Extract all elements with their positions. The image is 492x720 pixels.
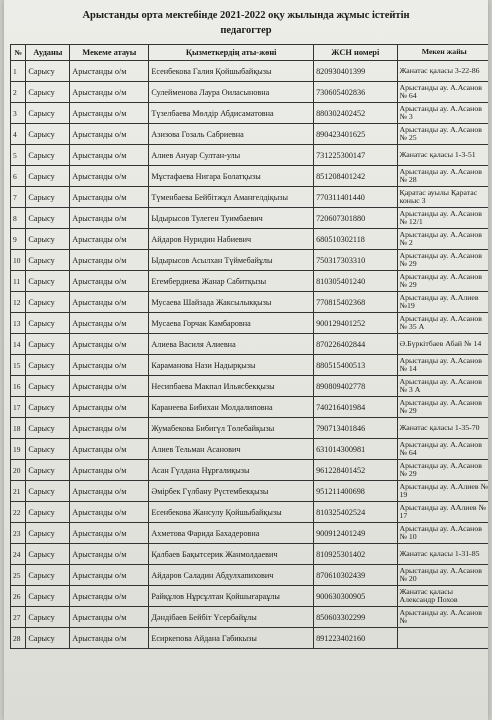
cell-district: Сарысу (26, 271, 70, 292)
table-row (11, 586, 489, 607)
table-row (11, 208, 489, 229)
cell-organization: Арыстанды о/м (70, 250, 149, 271)
table-row (11, 229, 489, 250)
cell-address: Арыстанды ау. А.Асанов № 64 (397, 82, 488, 103)
cell-number: 2 (11, 82, 26, 103)
cell-number: 5 (11, 145, 26, 166)
table-row (11, 628, 489, 649)
cell-district: Сарысу (26, 439, 70, 460)
cell-address: Арыстанды ау. А.Асанов № 3 (397, 103, 488, 124)
table-row (11, 607, 489, 628)
cell-iin: 870610302439 (314, 565, 397, 586)
cell-iin: 820930401399 (314, 61, 397, 82)
cell-employee-name: Мусаева Шайзада Жаксылыкқызы (149, 292, 314, 313)
table-row (11, 502, 489, 523)
cell-address: Арыстанды ау. А.Асанов № (397, 607, 488, 628)
cell-employee-name: Караманова Нази Надырқызы (149, 355, 314, 376)
document-page (4, 0, 488, 720)
title-line-1: Арыстанды орта мектебінде 2021-2022 оқу жылында жұмыс істейтін (82, 10, 410, 21)
cell-address (397, 628, 488, 649)
cell-district: Сарысу (26, 523, 70, 544)
cell-district: Сарысу (26, 565, 70, 586)
table-row (11, 397, 489, 418)
cell-iin: 900912401249 (314, 523, 397, 544)
cell-employee-name: Сулейменова Лаура Оиласыновна (149, 82, 314, 103)
cell-organization: Арыстанды о/м (70, 61, 149, 82)
cell-district: Сарысу (26, 208, 70, 229)
cell-organization: Арыстанды о/м (70, 82, 149, 103)
cell-district: Сарысу (26, 481, 70, 502)
cell-iin: 951211400698 (314, 481, 397, 502)
cell-organization: Арыстанды о/м (70, 439, 149, 460)
cell-district: Сарысу (26, 103, 70, 124)
cell-district: Сарысу (26, 355, 70, 376)
cell-employee-name: Мұстафаева Нигара Болатқызы (149, 166, 314, 187)
cell-iin: 770815402368 (314, 292, 397, 313)
cell-number: 18 (11, 418, 26, 439)
cell-district: Сарысу (26, 124, 70, 145)
cell-district: Сарысу (26, 313, 70, 334)
cell-organization: Арыстанды о/м (70, 313, 149, 334)
cell-iin: 891223402160 (314, 628, 397, 649)
cell-address: Арыстанды ау. А.Асанов № 35 А (397, 313, 488, 334)
cell-district: Сарысу (26, 250, 70, 271)
cell-address: Арыстанды ау. А.Асанов № 10 (397, 523, 488, 544)
cell-employee-name: Мусаева Горчак Камбаровна (149, 313, 314, 334)
cell-district: Сарысу (26, 586, 70, 607)
cell-employee-name: Әмірбек Гүлбану Рүстембекқызы (149, 481, 314, 502)
cell-employee-name: Есенбекова Галия Қойшыбайқызы (149, 61, 314, 82)
cell-district: Сарысу (26, 418, 70, 439)
cell-address: Жанатас қаласы Александр Похов (397, 586, 488, 607)
cell-address: Арыстанды ау. А.Алиев № 19 (397, 481, 488, 502)
cell-iin: 810305401240 (314, 271, 397, 292)
cell-employee-name: Айдаров Саладин Абдулхапихович (149, 565, 314, 586)
cell-iin: 730605402836 (314, 82, 397, 103)
table-header-row (11, 45, 489, 61)
cell-iin: 890809402778 (314, 376, 397, 397)
cell-district: Сарысу (26, 607, 70, 628)
cell-address: Арыстанды ау. А.Асанов № 12/1 (397, 208, 488, 229)
cell-organization: Арыстанды о/м (70, 187, 149, 208)
cell-district: Сарысу (26, 229, 70, 250)
table-row (11, 460, 489, 481)
cell-employee-name: Дәндібаев Бейбіт Үсербайұлы (149, 607, 314, 628)
cell-employee-name: Ахметова Фарида Бахадеровна (149, 523, 314, 544)
cell-address: Арыстанды ау. А.Асанов № 20 (397, 565, 488, 586)
cell-district: Сарысу (26, 82, 70, 103)
cell-district: Сарысу (26, 334, 70, 355)
cell-employee-name: Егембердиева Жанар Сабитқызы (149, 271, 314, 292)
table-row (11, 565, 489, 586)
cell-number: 27 (11, 607, 26, 628)
cell-iin: 900129401252 (314, 313, 397, 334)
cell-address: Арыстанды ау. А.Асанов № 2 (397, 229, 488, 250)
cell-organization: Арыстанды о/м (70, 376, 149, 397)
cell-number: 7 (11, 187, 26, 208)
cell-iin: 631014300981 (314, 439, 397, 460)
table-row (11, 334, 489, 355)
cell-iin: 680510302118 (314, 229, 397, 250)
cell-address: Жанатас қаласы 3-22-86 (397, 61, 488, 82)
table-row (11, 250, 489, 271)
table-row (11, 355, 489, 376)
cell-organization: Арыстанды о/м (70, 292, 149, 313)
cell-organization: Арыстанды о/м (70, 103, 149, 124)
cell-organization: Арыстанды о/м (70, 460, 149, 481)
header-district: Ауданы (26, 45, 70, 61)
table-row (11, 187, 489, 208)
header-iin: ЖСН номері (314, 45, 397, 61)
cell-iin: 720607301880 (314, 208, 397, 229)
cell-number: 14 (11, 334, 26, 355)
cell-employee-name: Жумабекова Бибигүл Төлебайқызы (149, 418, 314, 439)
cell-iin: 870226402844 (314, 334, 397, 355)
cell-iin: 810925301402 (314, 544, 397, 565)
cell-iin: 750317303310 (314, 250, 397, 271)
cell-employee-name: Алиев Тельман Асанович (149, 439, 314, 460)
cell-address: Арыстанды ау. А.Асанов № 29 (397, 271, 488, 292)
cell-district: Сарысу (26, 502, 70, 523)
cell-number: 8 (11, 208, 26, 229)
cell-employee-name: Есиркепова Айдана Габикызы (149, 628, 314, 649)
cell-number: 22 (11, 502, 26, 523)
cell-number: 6 (11, 166, 26, 187)
cell-address: Арыстанды ау. А.Асанов № 3 А (397, 376, 488, 397)
cell-organization: Арыстанды о/м (70, 208, 149, 229)
cell-employee-name: Айдаров Нуридин Набиевич (149, 229, 314, 250)
cell-number: 9 (11, 229, 26, 250)
cell-iin: 790713401846 (314, 418, 397, 439)
cell-number: 19 (11, 439, 26, 460)
cell-address: Арыстанды ау. А.Асанов № 29 (397, 460, 488, 481)
cell-number: 26 (11, 586, 26, 607)
cell-iin: 770311401440 (314, 187, 397, 208)
cell-address: Арыстанды ау. А.Алиев №19 (397, 292, 488, 313)
cell-district: Сарысу (26, 166, 70, 187)
table-row (11, 166, 489, 187)
cell-employee-name: Есенбекова Жансулу Қойшыбайқызы (149, 502, 314, 523)
cell-organization: Арыстанды о/м (70, 355, 149, 376)
cell-employee-name: Алиева Василя Алиевна (149, 334, 314, 355)
cell-number: 15 (11, 355, 26, 376)
cell-organization: Арыстанды о/м (70, 523, 149, 544)
cell-organization: Арыстанды о/м (70, 124, 149, 145)
cell-employee-name: Түзелбаева Мөлдір Абдисаматовна (149, 103, 314, 124)
cell-district: Сарысу (26, 61, 70, 82)
cell-employee-name: Ыдырысов Тулеген Туимбаевич (149, 208, 314, 229)
table-row (11, 481, 489, 502)
cell-number: 1 (11, 61, 26, 82)
cell-iin: 740216401984 (314, 397, 397, 418)
cell-address: Арыстанды ау. А.Асанов № 25 (397, 124, 488, 145)
header-address: Мекен жайы (397, 45, 488, 61)
cell-organization: Арыстанды о/м (70, 607, 149, 628)
cell-number: 3 (11, 103, 26, 124)
cell-address: Арыстанды ау. А.Асанов № 29 (397, 250, 488, 271)
cell-iin: 900630300905 (314, 586, 397, 607)
cell-district: Сарысу (26, 187, 70, 208)
table-row (11, 124, 489, 145)
cell-organization: Арыстанды о/м (70, 502, 149, 523)
title-line-2: педагогтер (220, 25, 272, 36)
cell-employee-name: Азизова Гозаль Сабриевна (149, 124, 314, 145)
cell-iin: 850603302299 (314, 607, 397, 628)
cell-district: Сарысу (26, 544, 70, 565)
cell-employee-name: Қалбаев Бақытсерик Жанмолдаевич (149, 544, 314, 565)
cell-address: Арыстанды ау. А.Асанов № 14 (397, 355, 488, 376)
cell-iin: 880302402452 (314, 103, 397, 124)
cell-organization: Арыстанды о/м (70, 544, 149, 565)
cell-employee-name: Райқұлов Нұрсұлтан Қойшығараұлы (149, 586, 314, 607)
cell-address: Арыстанды ау. ААлиев № 17 (397, 502, 488, 523)
cell-address: Арыстанды ау. А.Асанов № 29 (397, 397, 488, 418)
cell-iin: 880515400513 (314, 355, 397, 376)
cell-number: 13 (11, 313, 26, 334)
cell-number: 23 (11, 523, 26, 544)
cell-number: 24 (11, 544, 26, 565)
cell-number: 12 (11, 292, 26, 313)
header-number: № (11, 45, 26, 61)
table-row (11, 271, 489, 292)
cell-number: 11 (11, 271, 26, 292)
cell-employee-name: Ыдырысов Асылхан Түймебайұлы (149, 250, 314, 271)
table-row (11, 145, 489, 166)
cell-iin: 890423401625 (314, 124, 397, 145)
cell-employee-name: Алиев Ануар Султан-улы (149, 145, 314, 166)
cell-employee-name: Каранеева Бибихан Молдалиповна (149, 397, 314, 418)
cell-number: 25 (11, 565, 26, 586)
cell-organization: Арыстанды о/м (70, 166, 149, 187)
cell-number: 21 (11, 481, 26, 502)
cell-address: Арыстанды ау. А.Асанов № 64 (397, 439, 488, 460)
cell-organization: Арыстанды о/м (70, 397, 149, 418)
cell-organization: Арыстанды о/м (70, 145, 149, 166)
cell-address: Жанатас қаласы 1-3-51 (397, 145, 488, 166)
cell-iin: 810325402524 (314, 502, 397, 523)
table-row (11, 523, 489, 544)
cell-address: Жанатас қаласы 1-31-85 (397, 544, 488, 565)
cell-number: 16 (11, 376, 26, 397)
header-employee-name: Қызметкердің аты-жөні (149, 45, 314, 61)
cell-number: 10 (11, 250, 26, 271)
cell-district: Сарысу (26, 628, 70, 649)
table-row (11, 313, 489, 334)
cell-organization: Арыстанды о/м (70, 586, 149, 607)
cell-organization: Арыстанды о/м (70, 418, 149, 439)
cell-number: 28 (11, 628, 26, 649)
cell-employee-name: Түменбаева Бейбітжұл Аманғелдіқызы (149, 187, 314, 208)
cell-address: Ә.Бүркітбаев Абай № 14 (397, 334, 488, 355)
cell-iin: 851208401242 (314, 166, 397, 187)
cell-organization: Арыстанды о/м (70, 334, 149, 355)
table-row (11, 376, 489, 397)
cell-organization: Арыстанды о/м (70, 481, 149, 502)
document-title (4, 8, 488, 38)
table-row (11, 103, 489, 124)
cell-district: Сарысу (26, 376, 70, 397)
cell-organization: Арыстанды о/м (70, 565, 149, 586)
table-row (11, 292, 489, 313)
teachers-table (10, 44, 488, 649)
cell-district: Сарысу (26, 292, 70, 313)
cell-employee-name: Асан Гүлдана Нұрғалиқызы (149, 460, 314, 481)
cell-organization: Арыстанды о/м (70, 628, 149, 649)
table-row (11, 61, 489, 82)
cell-organization: Арыстанды о/м (70, 271, 149, 292)
cell-employee-name: Несипбаева Макпал Ильясбекқызы (149, 376, 314, 397)
cell-iin: 731225300147 (314, 145, 397, 166)
cell-district: Сарысу (26, 145, 70, 166)
table-row (11, 418, 489, 439)
cell-district: Сарысу (26, 460, 70, 481)
cell-number: 17 (11, 397, 26, 418)
table-row (11, 82, 489, 103)
cell-address: Қаратас ауылы Қаратас коныс 3 (397, 187, 488, 208)
cell-iin: 961228401452 (314, 460, 397, 481)
cell-district: Сарысу (26, 397, 70, 418)
cell-organization: Арыстанды о/м (70, 229, 149, 250)
cell-number: 4 (11, 124, 26, 145)
cell-address: Арыстанды ау. А.Асанов № 28 (397, 166, 488, 187)
cell-number: 20 (11, 460, 26, 481)
header-organization: Мекеме атауы (70, 45, 149, 61)
table-row (11, 544, 489, 565)
cell-address: Жанатас қаласы 1-35-70 (397, 418, 488, 439)
table-row (11, 439, 489, 460)
